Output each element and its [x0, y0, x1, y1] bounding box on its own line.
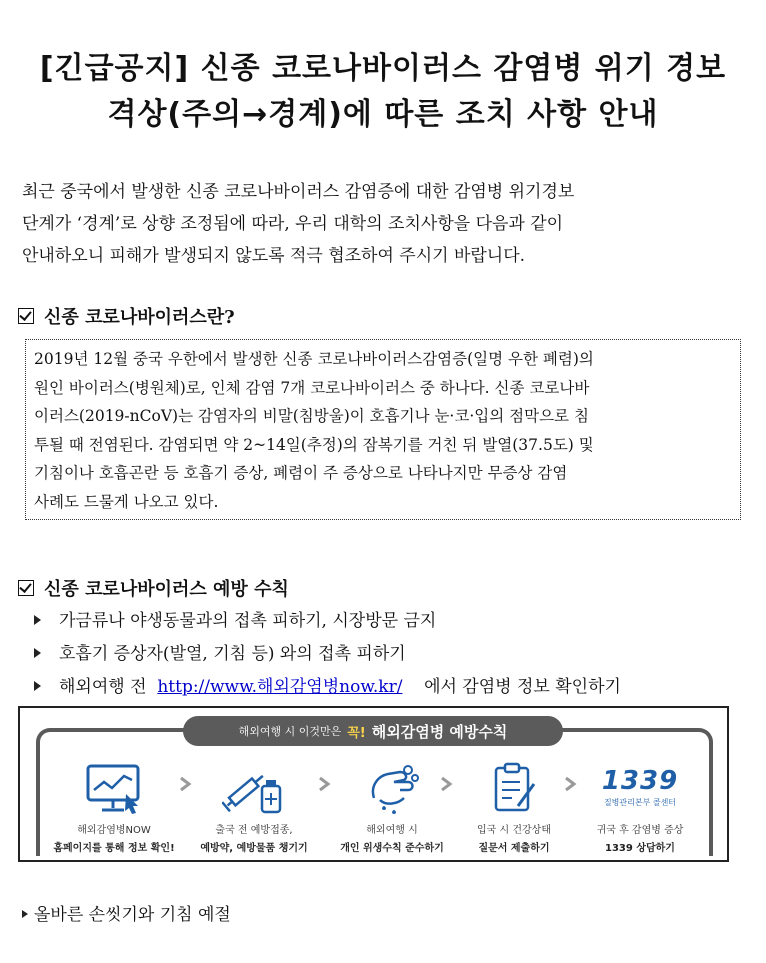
triangle-bullet-icon [34, 615, 41, 625]
banner-title-big: 해외감염병 예방수칙 [371, 722, 508, 741]
bottom-list-item [22, 900, 231, 925]
checkbox-icon [18, 580, 34, 596]
banner-step [576, 760, 704, 856]
list-item-text: 해외여행 전 [59, 677, 147, 697]
list-item [34, 671, 621, 704]
step-caption-bold: 1339 상담하기 [605, 843, 675, 854]
section-heading-text: 신종 코로나바이러스 예방 수칙 [44, 579, 289, 600]
step-caption: 입국 시 건강상태 [477, 825, 551, 836]
step-caption-bold: 질문서 제출하기 [478, 843, 550, 854]
definition-line: 2019년 12월 중국 우한에서 발생한 신종 코로나바이러스감염증(일명 우한 폐렴)의 [34, 350, 594, 368]
banner-title-small: 해외여행 시 이것만은 [238, 725, 342, 738]
clipboard-icon [482, 760, 546, 820]
step-caption: 출국 전 예방접종, [215, 825, 293, 836]
hotline-subtitle: 질병관리본부 콜센터 [603, 798, 677, 807]
step-caption: 해외여행 시 [366, 825, 418, 836]
page-title-line1: [긴급공지] 신종 코로나바이러스 감염병 위기 경보 [39, 51, 727, 86]
hotline-number: 1339 [601, 766, 679, 796]
checkbox-icon [18, 308, 34, 324]
prevention-list [34, 605, 621, 704]
triangle-bullet-icon [22, 910, 28, 918]
intro-paragraph [22, 176, 742, 272]
triangle-bullet-icon [34, 681, 41, 691]
step-caption-bold: 홈페이지를 통해 정보 확인! [53, 843, 175, 854]
step-caption-bold: 개인 위생수칙 준수하기 [340, 843, 444, 854]
bottom-list-item-text: 올바른 손씻기와 기침 예절 [34, 905, 231, 925]
definition-line: 기침이나 호흡곤란 등 호흡기 증상, 폐렴이 주 증상으로 나타나지만 무증상 감염 [34, 464, 568, 482]
handwash-icon [360, 760, 424, 820]
step-caption-bold: 예방약, 예방물품 챙기기 [200, 843, 308, 854]
banner-title-pill [183, 716, 563, 746]
prevention-banner [18, 706, 729, 862]
page-title-line2: 격상(주의→경계)에 따른 조치 사항 안내 [107, 97, 659, 132]
definition-box [25, 339, 741, 520]
intro-line: 최근 중국에서 발생한 신종 코로나바이러스 감염증에 대한 감염병 위기경보 [22, 182, 575, 202]
definition-line: 이러스(2019-nCoV)는 감염자의 비말(침방울)이 호흡기나 눈·코·입의 점막으로 침 [34, 407, 589, 425]
list-item [34, 638, 621, 671]
definition-line: 투될 때 전염된다. 감염되면 약 2~14일(추정)의 잠복기를 거친 뒤 발열(37.5도) 및 [34, 435, 594, 454]
list-item-text: 가금류나 야생동물과의 접촉 피하기, 시장방문 금지 [59, 611, 437, 631]
list-item-text: 호흡기 증상자(발열, 기침 등) 와의 접촉 피하기 [59, 644, 406, 664]
banner-step [190, 760, 318, 856]
definition-line: 사례도 드물게 나오고 있다. [34, 492, 219, 511]
hotline-1339-icon [576, 760, 704, 820]
list-item-text: 에서 감염병 정보 확인하기 [424, 677, 621, 697]
banner-step [328, 760, 456, 856]
section-heading-text: 신종 코로나바이러스란? [44, 307, 235, 328]
section-heading-definition [18, 303, 235, 329]
computer-monitor-icon [82, 760, 146, 820]
banner-step [450, 760, 578, 856]
infection-info-link[interactable]: http://www.해외감염병now.kr/ [157, 677, 403, 697]
syringe-icon [222, 760, 286, 820]
triangle-bullet-icon [34, 648, 41, 658]
banner-step [50, 760, 178, 856]
step-caption: 귀국 후 감염병 증상 [596, 825, 684, 836]
section-heading-prevention [18, 575, 289, 601]
step-caption: 해외감염병NOW [77, 825, 151, 836]
banner-title-highlight: 꼭! [347, 725, 366, 741]
definition-line: 원인 바이러스(병원체)로, 인체 감염 7개 코로나바이러스 중 하나다. 신종 코로나바 [34, 378, 590, 397]
list-item [34, 605, 621, 638]
intro-line: 안내하오니 피해가 발생되지 않도록 적극 협조하여 주시기 바랍니다. [22, 246, 526, 266]
intro-line: 단계가 ‘경계’로 상향 조정됨에 따라, 우리 대학의 조치사항을 다음과 같이 [22, 214, 564, 234]
